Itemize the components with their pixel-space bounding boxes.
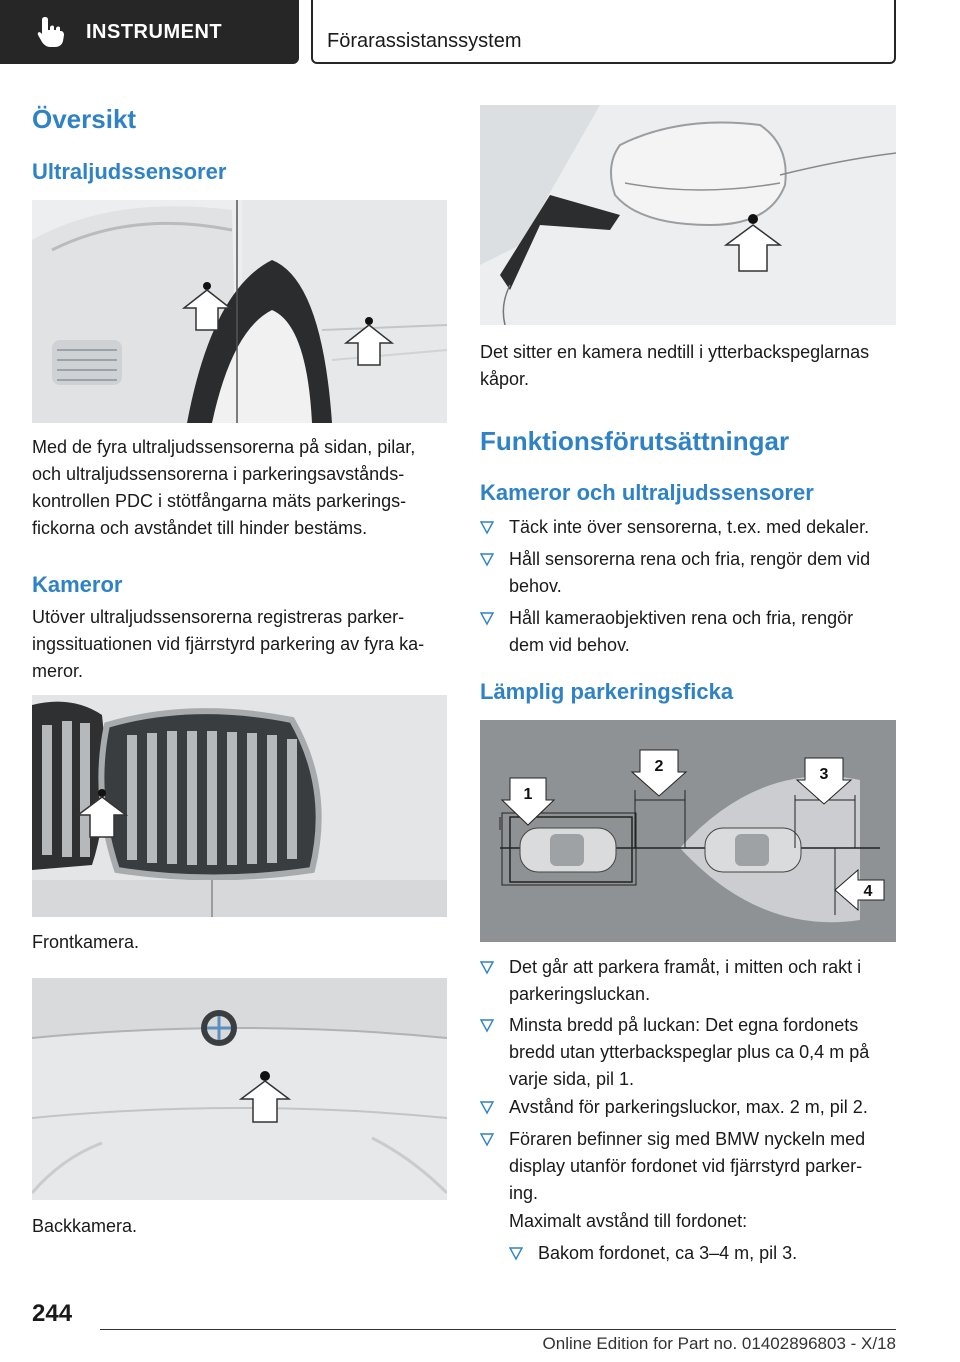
list-item: Minsta bredd på luckan: Det egna fordonets bredd utan ytterbackspeglar plus ca 0,4 m på varje sida, pil 1. — [480, 1012, 900, 1093]
chapter-header — [311, 0, 896, 64]
page-title: Översikt — [32, 104, 137, 134]
subheading-cameras: Kameror — [32, 572, 123, 597]
triangle-bullet-icon — [480, 1101, 494, 1115]
mirror-camera-paragraph: Det sitter en kamera nedtill i ytterbackspeglarnas kåpor. — [480, 342, 870, 389]
diagram-label-1: 1 — [523, 786, 533, 803]
triangle-bullet-icon — [480, 521, 494, 535]
triangle-bullet-icon — [480, 1019, 494, 1033]
subheading-cameras-sensors: Kameror och ultraljudssensorer — [480, 480, 814, 505]
ultrasonic-sensors-image — [32, 200, 447, 423]
mirror-camera-image — [480, 105, 896, 325]
triangle-bullet-icon — [480, 553, 494, 567]
diagram-label-4: 4 — [863, 883, 873, 900]
rear-camera-image — [32, 978, 447, 1200]
diagram-label-2: 2 — [654, 758, 664, 775]
diagram-label-3: 3 — [819, 766, 829, 783]
subheading-parking-pocket: Lämplig parkeringsficka — [480, 679, 734, 704]
subheading-sensors: Ultraljudssensorer — [32, 159, 227, 184]
max-distance-text: Maximalt avstånd till fordonet: — [509, 1211, 748, 1231]
footer-rule — [100, 1329, 896, 1330]
list-item: Täck inte över sensorerna, t.ex. med dekaler. — [480, 514, 900, 541]
section-tab — [0, 0, 299, 64]
front-camera-image — [32, 695, 447, 917]
chapter-title: Förarassistanssystem — [327, 30, 522, 52]
triangle-bullet-icon — [509, 1247, 523, 1261]
list-item: Föraren befinner sig med BMW nyckeln med display utanför fordonet vid fjärrstyrd parker- ing. — [480, 1126, 900, 1207]
list-item: Avstånd för parkeringsluckor, max. 2 m, pil 2. — [480, 1094, 900, 1121]
cameras-paragraph: Utöver ultraljudssensorerna registreras parker- ingssituationen vid fjärrstyrd parkering av fyra ka- meror. — [32, 607, 425, 681]
triangle-bullet-icon — [480, 961, 494, 975]
rear-camera-caption: Backkamera. — [32, 1216, 138, 1236]
page-number: 244 — [32, 1300, 73, 1327]
list-item: Håll sensorerna rena och fria, rengör dem vid behov. — [480, 546, 900, 600]
edition-footer: Online Edition for Part no. 01402896803 - X/18 — [542, 1334, 896, 1353]
sensors-paragraph: Med de fyra ultraljudssensorerna på sidan, pilar, och ultraljudssensorerna i parkeringsavstånds- kontrollen PDC i stötfångarna mäts parkerings- fickorna och avståndet till hinder bestäms. — [32, 437, 416, 538]
sub-list-item: Bakom fordonet, ca 3–4 m, pil 3. — [509, 1240, 899, 1267]
triangle-bullet-icon — [480, 612, 494, 626]
section-title-requirements: Funktionsförutsättningar — [480, 426, 790, 456]
list-item: Håll kameraobjektiven rena och fria, rengör dem vid behov. — [480, 605, 900, 659]
parking-pocket-diagram — [480, 720, 896, 942]
pointing-hand-icon — [36, 15, 66, 49]
front-camera-caption: Frontkamera. — [32, 932, 140, 952]
section-label: INSTRUMENT — [86, 20, 223, 43]
triangle-bullet-icon — [480, 1133, 494, 1147]
list-item: Det går att parkera framåt, i mitten och rakt i parkeringsluckan. — [480, 954, 900, 1008]
